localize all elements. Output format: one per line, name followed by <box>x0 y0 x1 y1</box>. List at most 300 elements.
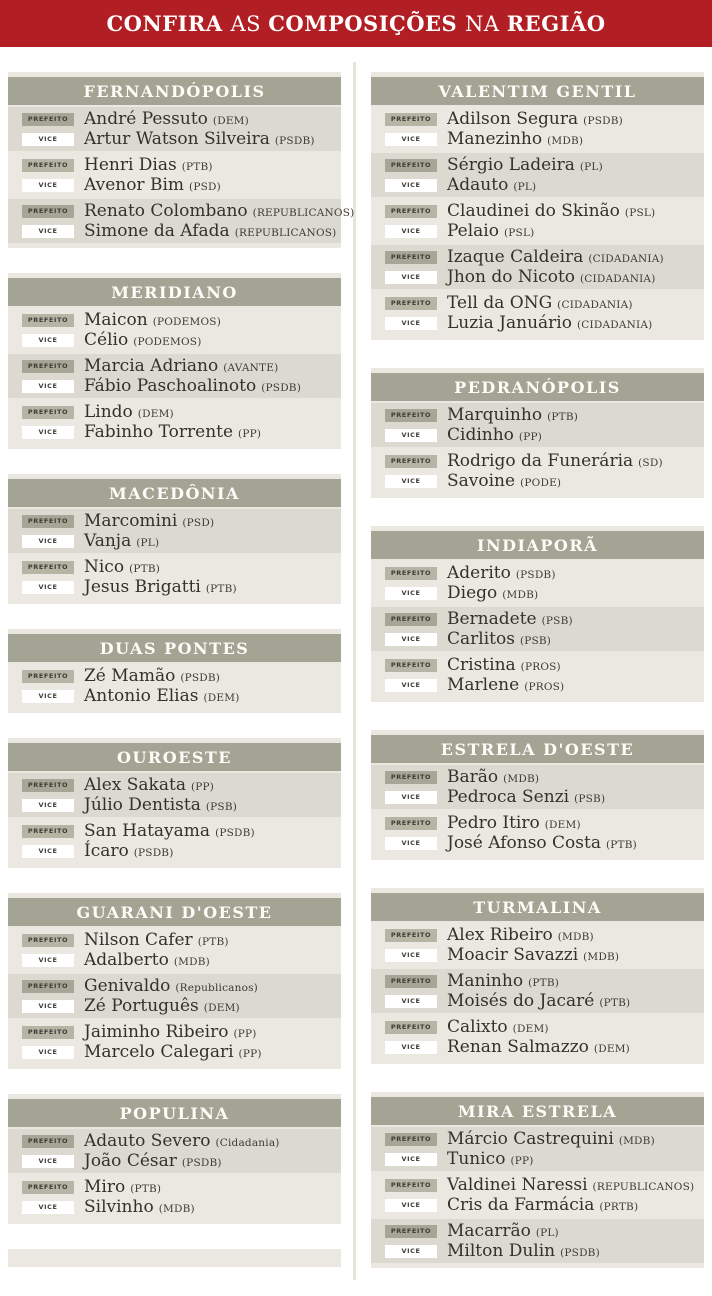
vice-row <box>371 425 704 445</box>
vice-row <box>8 841 341 861</box>
section-guarani-d-oeste <box>8 893 341 1069</box>
vice-party-tag: (PSD) <box>189 181 221 193</box>
prefeito-party-tag: (PTB) <box>528 977 560 989</box>
vice-party-tag: (PSL) <box>503 227 535 239</box>
ticket <box>371 765 704 809</box>
prefeito-row <box>8 666 341 686</box>
vice-name: Antonio Elias <box>84 686 199 706</box>
vice-name: Simone da Afada <box>84 221 230 241</box>
vice-party-tag: (PSB) <box>519 635 552 647</box>
ticket <box>371 245 704 289</box>
section-title: PEDRANÓPOLIS <box>454 377 621 397</box>
vice-name: Diego <box>447 583 498 603</box>
prefeito-party-tag: (MDB) <box>503 773 540 785</box>
vice-chip: VICE <box>22 581 74 594</box>
vice-chip: VICE <box>22 426 74 439</box>
vice-party-tag: (DEM) <box>203 1002 240 1014</box>
prefeito-party-tag: (PL) <box>579 161 603 173</box>
ticket <box>8 153 341 197</box>
vice-name: Pedroca Senzi <box>447 787 570 807</box>
vice-party-tag: (PSB) <box>205 801 238 813</box>
section-ouroeste <box>8 738 341 868</box>
ticket <box>371 1173 704 1217</box>
vice-row <box>8 1042 341 1062</box>
ticket <box>371 107 704 151</box>
vice-party-tag: (PL) <box>136 537 160 549</box>
vice-row <box>371 787 704 807</box>
section-header <box>8 1099 341 1127</box>
vice-row <box>371 1149 704 1169</box>
vice-row <box>371 629 704 649</box>
vice-chip: VICE <box>385 225 437 238</box>
section-title: INDIAPORÃ <box>476 535 599 555</box>
vice-name: Moisés do Jacaré <box>447 991 595 1011</box>
prefeito-name: Adilson Segura <box>447 109 579 129</box>
vice-row <box>371 945 704 965</box>
vice-name: José Afonso Costa <box>447 833 601 853</box>
vice-chip: VICE <box>22 380 74 393</box>
section-header <box>8 77 341 105</box>
prefeito-party-tag: (PSDB) <box>515 569 556 581</box>
vice-party-tag: (PP) <box>510 1155 534 1167</box>
prefeito-name: Barão <box>447 767 499 787</box>
vice-name: Jesus Brigatti <box>84 577 201 597</box>
prefeito-party-tag: (REPUBLICANOS) <box>252 207 355 219</box>
vice-row <box>371 675 704 695</box>
prefeito-chip: PREFEITO <box>385 251 437 264</box>
prefeito-party-tag: (PTB) <box>547 411 579 423</box>
vice-chip: VICE <box>385 837 437 850</box>
prefeito-chip: PREFEITO <box>385 297 437 310</box>
vice-party-tag: (PTB) <box>606 839 637 851</box>
vice-party-tag: (PODE) <box>520 477 562 489</box>
section-title: OUROESTE <box>117 747 232 767</box>
prefeito-name: Márcio Castrequini <box>447 1129 614 1149</box>
banner-segment: REGIÃO <box>506 11 606 36</box>
section-header <box>371 893 704 921</box>
prefeito-party-tag: (PTB) <box>130 1183 162 1195</box>
ticket <box>8 1175 341 1219</box>
vice-name: Marcelo Calegari <box>84 1042 234 1062</box>
vice-name: Fabinho Torrente <box>84 422 234 442</box>
vice-row <box>371 1241 704 1261</box>
prefeito-name: Valdinei Naressi <box>447 1175 588 1195</box>
prefeito-chip: PREFEITO <box>22 825 74 838</box>
vice-row <box>371 833 704 853</box>
vice-row <box>8 577 341 597</box>
vice-chip: VICE <box>22 954 74 967</box>
prefeito-party-tag: (PTB) <box>129 563 161 575</box>
prefeito-row <box>8 201 355 221</box>
prefeito-row <box>371 813 704 833</box>
vice-party-tag: (PP) <box>238 1048 262 1060</box>
vice-chip: VICE <box>385 633 437 646</box>
ticket <box>8 354 341 398</box>
prefeito-party-tag: (DEM) <box>212 115 249 127</box>
prefeito-party-tag: (SD) <box>638 457 663 469</box>
vice-row <box>8 686 341 706</box>
ticket <box>371 1015 704 1059</box>
section-title: TURMALINA <box>473 897 602 917</box>
ticket <box>371 923 704 967</box>
ticket <box>371 811 704 855</box>
vice-name: Fábio Paschoalinoto <box>84 376 257 396</box>
prefeito-chip: PREFEITO <box>385 113 437 126</box>
prefeito-name: Renato Colombano <box>84 201 248 221</box>
section-title: ESTRELA D'OESTE <box>440 739 635 759</box>
prefeito-name: Marquinho <box>447 405 543 425</box>
ticket <box>8 819 341 863</box>
vice-party-tag: (PTB) <box>599 997 631 1009</box>
section-title: DUAS PONTES <box>99 638 250 658</box>
prefeito-chip: PREFEITO <box>22 1181 74 1194</box>
prefeito-party-tag: (PSD) <box>182 517 215 529</box>
prefeito-name: Nico <box>84 557 125 577</box>
prefeito-row <box>8 775 341 795</box>
prefeito-row <box>8 402 341 422</box>
ticket <box>371 653 704 697</box>
vice-party-tag: (PSDB) <box>261 382 302 394</box>
vice-row <box>8 221 341 241</box>
prefeito-chip: PREFEITO <box>22 561 74 574</box>
prefeito-chip: PREFEITO <box>385 1179 437 1192</box>
vice-party-tag: (DEM) <box>593 1043 630 1055</box>
vice-chip: VICE <box>22 845 74 858</box>
prefeito-row <box>371 247 704 267</box>
prefeito-name: Maicon <box>84 310 148 330</box>
vice-chip: VICE <box>22 133 74 146</box>
prefeito-row <box>8 1131 341 1151</box>
vice-row <box>8 129 341 149</box>
banner-segment: CONFIRA <box>106 11 231 36</box>
section-pedranopolis <box>371 368 704 498</box>
prefeito-chip: PREFEITO <box>385 455 437 468</box>
section-meridiano <box>8 273 341 449</box>
vice-name: Artur Watson Silveira <box>84 129 270 149</box>
prefeito-name: Cristina <box>447 655 516 675</box>
prefeito-name: Calixto <box>447 1017 508 1037</box>
prefeito-name: Maninho <box>447 971 524 991</box>
vice-chip: VICE <box>385 791 437 804</box>
ticket <box>8 1129 341 1173</box>
vice-chip: VICE <box>22 799 74 812</box>
prefeito-row <box>8 821 341 841</box>
vice-name: Milton Dulin <box>447 1241 556 1261</box>
prefeito-chip: PREFEITO <box>385 659 437 672</box>
vice-chip: VICE <box>385 317 437 330</box>
vice-row <box>8 330 341 350</box>
section-title: FERNANDÓPOLIS <box>83 81 266 101</box>
ticket <box>371 403 704 447</box>
prefeito-row <box>371 1129 704 1149</box>
prefeito-party-tag: (PSL) <box>624 207 656 219</box>
vice-chip: VICE <box>22 535 74 548</box>
ticket <box>371 607 704 651</box>
vice-party-tag: (PP) <box>518 431 543 443</box>
vice-party-tag: (PTB) <box>205 583 237 595</box>
prefeito-row <box>8 976 341 996</box>
prefeito-row <box>371 1175 704 1195</box>
vice-party-tag: (PRTB) <box>599 1201 639 1213</box>
vice-row <box>8 175 341 195</box>
vice-name: Carlitos <box>447 629 515 649</box>
section-header <box>371 77 704 105</box>
prefeito-party-tag: (PSB) <box>541 615 573 627</box>
prefeito-party-tag: (PSDB) <box>215 827 255 839</box>
section-header <box>8 634 341 662</box>
prefeito-name: Pedro Itiro <box>447 813 540 833</box>
prefeito-chip: PREFEITO <box>22 314 74 327</box>
prefeito-party-tag: (PL) <box>535 1227 559 1239</box>
section-header <box>371 735 704 763</box>
ticket <box>8 107 341 151</box>
prefeito-party-tag: (PTB) <box>181 161 213 173</box>
ticket <box>371 1127 704 1171</box>
banner <box>0 0 712 47</box>
prefeito-row <box>371 109 704 129</box>
vice-row <box>8 996 341 1016</box>
section-header <box>371 1097 704 1125</box>
vice-row <box>8 422 341 442</box>
vice-name: Renan Salmazzo <box>447 1037 589 1057</box>
prefeito-chip: PREFEITO <box>385 409 437 422</box>
ticket <box>8 773 341 817</box>
prefeito-row <box>371 201 704 221</box>
ticket <box>8 928 341 972</box>
ticket <box>8 308 341 352</box>
vice-row <box>371 1037 704 1057</box>
vice-name: Avenor Bim <box>84 175 185 195</box>
section-header <box>8 898 341 926</box>
vice-name: Célio <box>84 330 129 350</box>
prefeito-row <box>371 293 704 313</box>
vice-row <box>8 1197 341 1217</box>
section-header <box>371 531 704 559</box>
prefeito-party-tag: (Republicanos) <box>175 982 258 994</box>
vice-chip: VICE <box>385 475 437 488</box>
vice-chip: VICE <box>385 133 437 146</box>
prefeito-name: Miro <box>84 1177 126 1197</box>
vice-row <box>371 991 704 1011</box>
vice-chip: VICE <box>385 679 437 692</box>
column-left <box>8 72 355 1267</box>
vice-party-tag: (CIDADANIA) <box>576 319 653 331</box>
vice-party-tag: (PSB) <box>574 793 606 805</box>
prefeito-party-tag: (REPUBLICANOS) <box>592 1181 695 1193</box>
vice-party-tag: (PL) <box>513 181 537 193</box>
prefeito-chip: PREFEITO <box>22 779 74 792</box>
vice-name: Cris da Farmácia <box>447 1195 595 1215</box>
ticket <box>8 400 341 444</box>
ticket <box>371 153 704 197</box>
section-title: MIRA ESTRELA <box>457 1101 618 1121</box>
section-macedonia <box>8 474 341 604</box>
vice-chip: VICE <box>385 1041 437 1054</box>
vice-name: Marlene <box>447 675 520 695</box>
prefeito-name: Jaiminho Ribeiro <box>84 1022 229 1042</box>
ticket <box>371 969 704 1013</box>
section-title: GUARANI D'OESTE <box>76 902 273 922</box>
ticket <box>8 1020 341 1064</box>
prefeito-row <box>371 405 704 425</box>
prefeito-name: Rodrigo da Funerária <box>447 451 634 471</box>
vice-chip: VICE <box>385 1153 437 1166</box>
vice-chip: VICE <box>22 225 74 238</box>
prefeito-party-tag: (MDB) <box>618 1135 655 1147</box>
prefeito-row <box>8 930 341 950</box>
prefeito-name: Bernadete <box>447 609 537 629</box>
prefeito-name: Macarrão <box>447 1221 531 1241</box>
prefeito-name: Alex Ribeiro <box>447 925 553 945</box>
prefeito-party-tag: (DEM) <box>512 1023 549 1035</box>
prefeito-chip: PREFEITO <box>385 1021 437 1034</box>
vice-chip: VICE <box>22 690 74 703</box>
section-stub <box>8 1249 341 1267</box>
prefeito-name: Tell da ONG <box>447 293 553 313</box>
vice-chip: VICE <box>22 1046 74 1059</box>
prefeito-party-tag: (Cidadania) <box>215 1137 280 1149</box>
vice-chip: VICE <box>385 995 437 1008</box>
prefeito-chip: PREFEITO <box>22 980 74 993</box>
vice-party-tag: (DEM) <box>203 692 240 704</box>
prefeito-chip: PREFEITO <box>385 817 437 830</box>
section-header <box>8 278 341 306</box>
prefeito-row <box>8 155 341 175</box>
section-populina <box>8 1094 341 1224</box>
prefeito-chip: PREFEITO <box>385 1133 437 1146</box>
banner-segment: NA <box>465 12 507 36</box>
vice-chip: VICE <box>385 1245 437 1258</box>
vice-party-tag: (CIDADANIA) <box>580 273 656 285</box>
vice-row <box>371 175 704 195</box>
prefeito-name: Claudinei do Skinão <box>447 201 620 221</box>
prefeito-name: Zé Mamão <box>84 666 176 686</box>
prefeito-row <box>371 655 704 675</box>
prefeito-row <box>8 109 341 129</box>
section-turmalina <box>371 888 704 1064</box>
vice-chip: VICE <box>385 1199 437 1212</box>
ticket <box>8 199 355 243</box>
prefeito-chip: PREFEITO <box>385 975 437 988</box>
prefeito-name: Henri Dias <box>84 155 177 175</box>
vice-name: Pelaio <box>447 221 499 241</box>
prefeito-chip: PREFEITO <box>22 515 74 528</box>
vice-chip: VICE <box>385 429 437 442</box>
vice-row <box>371 471 704 491</box>
section-fernandopolis <box>8 72 355 248</box>
prefeito-row <box>8 511 341 531</box>
prefeito-chip: PREFEITO <box>22 1135 74 1148</box>
prefeito-party-tag: (DEM) <box>137 408 174 420</box>
vice-name: Adauto <box>447 175 509 195</box>
prefeito-chip: PREFEITO <box>385 205 437 218</box>
ticket <box>371 449 704 493</box>
prefeito-party-tag: (PP) <box>233 1028 257 1040</box>
prefeito-row <box>8 1022 341 1042</box>
prefeito-name: Lindo <box>84 402 133 422</box>
vice-party-tag: (MDB) <box>502 589 539 601</box>
prefeito-chip: PREFEITO <box>22 1026 74 1039</box>
prefeito-name: Genivaldo <box>84 976 171 996</box>
vice-party-tag: (PSDB) <box>560 1247 600 1259</box>
vice-name: Adalberto <box>84 950 169 970</box>
vice-party-tag: (MDB) <box>547 135 584 147</box>
vice-party-tag: (MDB) <box>158 1203 195 1215</box>
vice-party-tag: (PP) <box>238 428 262 440</box>
vice-party-tag: (MDB) <box>583 951 620 963</box>
prefeito-name: Adauto Severo <box>84 1131 211 1151</box>
vice-row <box>8 1151 341 1171</box>
vice-chip: VICE <box>22 1201 74 1214</box>
vice-name: Luzia Januário <box>447 313 572 333</box>
prefeito-row <box>8 310 341 330</box>
prefeito-chip: PREFEITO <box>385 567 437 580</box>
vice-party-tag: (PSDB) <box>181 1157 222 1169</box>
prefeito-chip: PREFEITO <box>22 113 74 126</box>
prefeito-chip: PREFEITO <box>22 159 74 172</box>
section-title: POPULINA <box>119 1103 230 1123</box>
vice-row <box>371 221 704 241</box>
prefeito-row <box>371 563 704 583</box>
prefeito-party-tag: (PSDB) <box>180 672 221 684</box>
prefeito-party-tag: (PROS) <box>520 661 561 673</box>
prefeito-name: Sérgio Ladeira <box>447 155 575 175</box>
vice-row <box>371 267 704 287</box>
vice-chip: VICE <box>385 949 437 962</box>
prefeito-row <box>371 155 704 175</box>
vice-row <box>8 531 341 551</box>
vice-name: Moacir Savazzi <box>447 945 579 965</box>
prefeito-row <box>371 767 704 787</box>
prefeito-row <box>371 451 704 471</box>
section-header <box>8 479 341 507</box>
vice-chip: VICE <box>22 334 74 347</box>
vice-name: Manezinho <box>447 129 543 149</box>
vice-chip: VICE <box>385 179 437 192</box>
prefeito-party-tag: (PTB) <box>197 936 229 948</box>
vice-party-tag: (PSDB) <box>274 135 315 147</box>
banner-segment: AS <box>230 12 269 36</box>
prefeito-name: Izaque Caldeira <box>447 247 584 267</box>
prefeito-party-tag: (PP) <box>190 781 215 793</box>
prefeito-row <box>371 1221 704 1241</box>
vice-chip: VICE <box>385 271 437 284</box>
vice-party-tag: (PSDB) <box>133 847 174 859</box>
prefeito-party-tag: (CIDADANIA) <box>588 253 664 265</box>
prefeito-chip: PREFEITO <box>385 929 437 942</box>
ticket <box>8 664 341 708</box>
section-title: MACEDÔNIA <box>109 483 240 503</box>
column-right <box>371 72 704 1296</box>
vice-row <box>371 1195 704 1215</box>
ticket <box>371 199 704 243</box>
vice-row <box>371 313 704 333</box>
vice-name: Vanja <box>84 531 132 551</box>
ticket <box>371 291 704 335</box>
prefeito-party-tag: (DEM) <box>544 819 581 831</box>
ticket <box>8 555 341 599</box>
vice-chip: VICE <box>22 1155 74 1168</box>
prefeito-chip: PREFEITO <box>385 613 437 626</box>
prefeito-chip: PREFEITO <box>385 1225 437 1238</box>
prefeito-row <box>8 1177 341 1197</box>
prefeito-row <box>8 557 341 577</box>
prefeito-chip: PREFEITO <box>385 159 437 172</box>
vice-party-tag: (REPUBLICANOS) <box>234 227 337 239</box>
ticket <box>8 509 341 553</box>
prefeito-chip: PREFEITO <box>22 406 74 419</box>
section-estrela-d-oeste <box>371 730 704 860</box>
